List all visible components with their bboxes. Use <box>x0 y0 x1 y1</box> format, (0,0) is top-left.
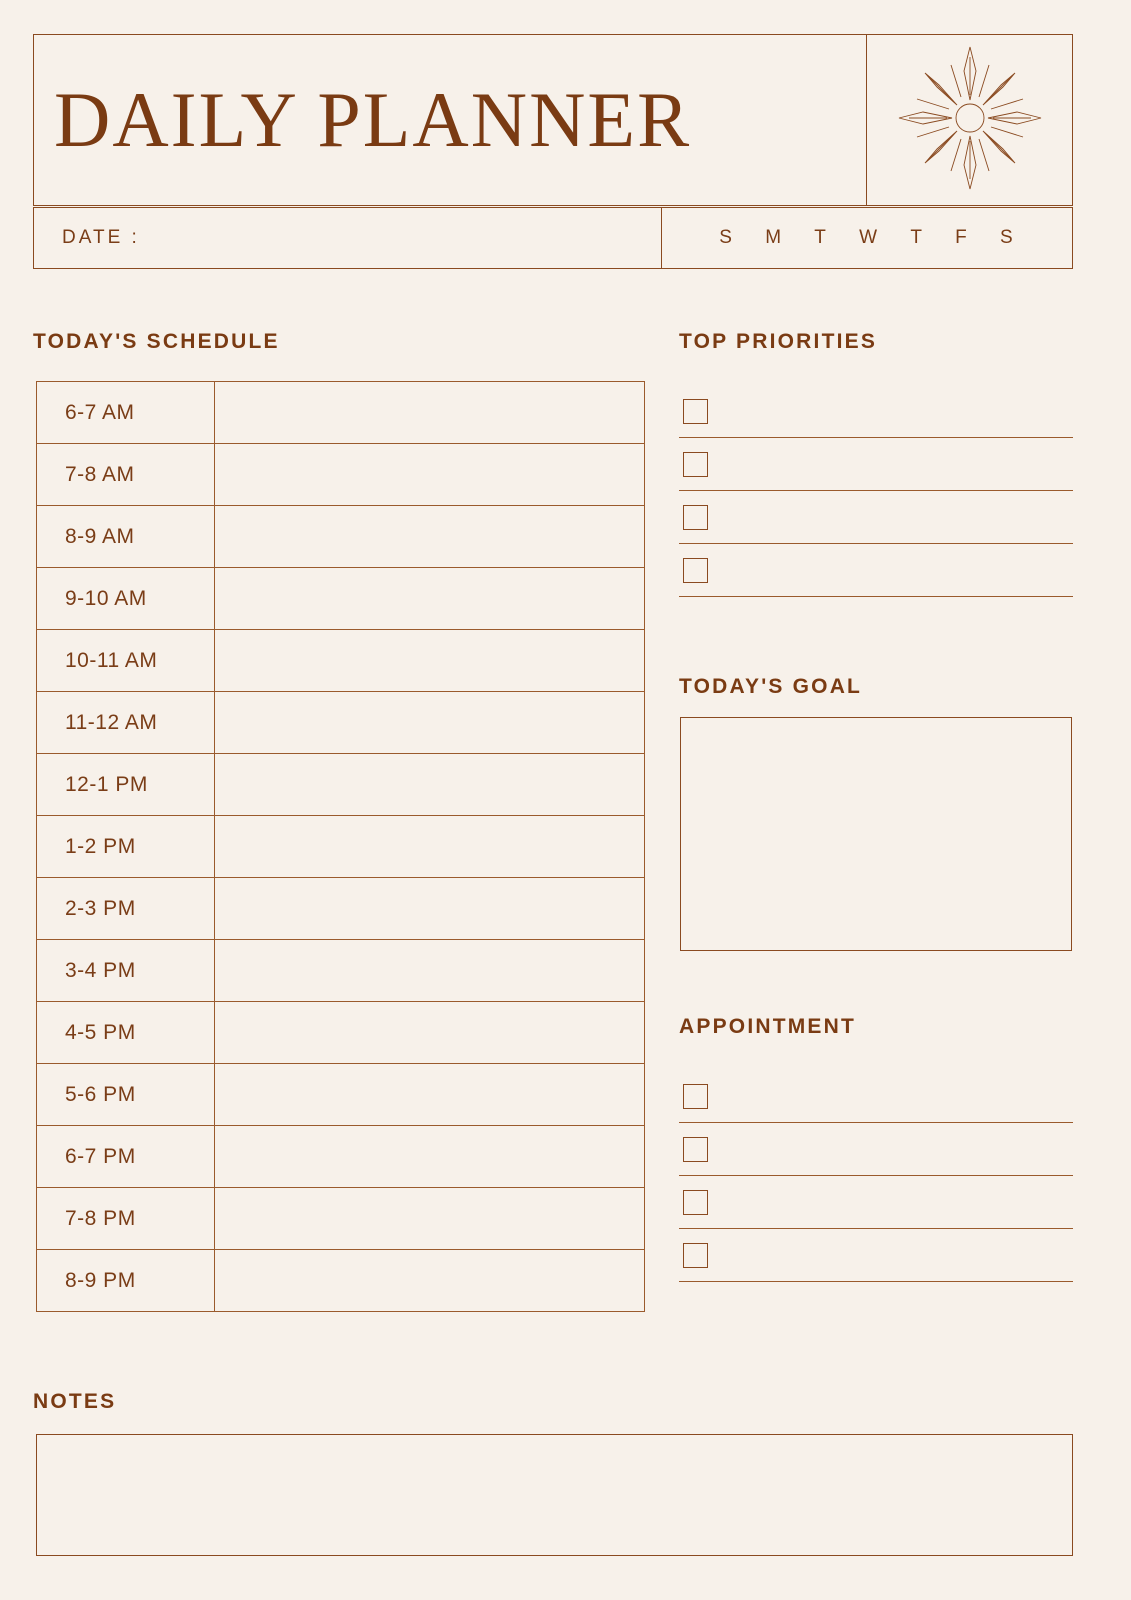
table-row <box>37 816 645 878</box>
schedule-table <box>36 381 645 1312</box>
weekday-wednesday[interactable]: W <box>859 227 880 248</box>
table-row <box>37 754 645 816</box>
list-item[interactable] <box>679 1070 1073 1123</box>
schedule-time-label: 10-11 AM <box>37 630 215 692</box>
schedule-entry-field[interactable] <box>215 816 645 878</box>
weekday-thursday[interactable]: T <box>910 227 924 248</box>
weekday-selector[interactable] <box>662 208 1072 268</box>
list-item[interactable] <box>679 1176 1073 1229</box>
header-logo-cell <box>867 35 1072 205</box>
schedule-time-label: 12-1 PM <box>37 754 215 816</box>
priorities-list <box>679 385 1073 597</box>
schedule-entry-field[interactable] <box>215 382 645 444</box>
schedule-entry-field[interactable] <box>215 878 645 940</box>
list-item[interactable] <box>679 1123 1073 1176</box>
appointment-list <box>679 1070 1073 1282</box>
schedule-time-label: 2-3 PM <box>37 878 215 940</box>
schedule-entry-field[interactable] <box>215 506 645 568</box>
schedule-time-label: 11-12 AM <box>37 692 215 754</box>
header <box>33 34 1073 206</box>
schedule-entry-field[interactable] <box>215 630 645 692</box>
schedule-entry-field[interactable] <box>215 1188 645 1250</box>
weekday-friday[interactable]: F <box>955 227 969 248</box>
schedule-entry-field[interactable] <box>215 1250 645 1312</box>
schedule-time-label: 3-4 PM <box>37 940 215 1002</box>
goal-heading: TODAY'S GOAL <box>679 675 863 698</box>
table-row <box>37 940 645 1002</box>
table-row <box>37 568 645 630</box>
schedule-time-label: 5-6 PM <box>37 1064 215 1126</box>
date-row <box>33 207 1073 269</box>
weekday-saturday[interactable]: S <box>1000 227 1015 248</box>
goal-textarea[interactable] <box>680 717 1072 951</box>
header-title-cell <box>34 35 867 205</box>
list-item[interactable] <box>679 438 1073 491</box>
schedule-entry-field[interactable] <box>215 754 645 816</box>
schedule-entry-field[interactable] <box>215 568 645 630</box>
schedule-time-label: 6-7 PM <box>37 1126 215 1188</box>
table-row <box>37 1002 645 1064</box>
date-label: DATE : <box>62 227 140 248</box>
weekday-tuesday[interactable]: T <box>814 227 828 248</box>
schedule-time-label: 9-10 AM <box>37 568 215 630</box>
schedule-time-label: 6-7 AM <box>37 382 215 444</box>
list-item[interactable] <box>679 491 1073 544</box>
schedule-time-label: 1-2 PM <box>37 816 215 878</box>
table-row <box>37 1064 645 1126</box>
list-item[interactable] <box>679 385 1073 438</box>
table-row <box>37 1250 645 1312</box>
schedule-heading: TODAY'S SCHEDULE <box>33 330 280 353</box>
table-row <box>37 878 645 940</box>
page-title: DAILY PLANNER <box>54 76 692 163</box>
schedule-entry-field[interactable] <box>215 1126 645 1188</box>
table-row <box>37 382 645 444</box>
schedule-entry-field[interactable] <box>215 444 645 506</box>
list-item[interactable] <box>679 544 1073 597</box>
table-row <box>37 630 645 692</box>
appointment-heading: APPOINTMENT <box>679 1015 857 1038</box>
schedule-time-label: 8-9 PM <box>37 1250 215 1312</box>
notes-textarea[interactable] <box>36 1434 1073 1556</box>
priorities-heading: TOP PRIORITIES <box>679 330 878 353</box>
checkbox-icon[interactable] <box>683 1243 708 1268</box>
notes-heading: NOTES <box>33 1390 117 1413</box>
checkbox-icon[interactable] <box>683 1190 708 1215</box>
checkbox-icon[interactable] <box>683 452 708 477</box>
checkbox-icon[interactable] <box>683 1137 708 1162</box>
checkbox-icon[interactable] <box>683 505 708 530</box>
date-field[interactable] <box>34 208 662 268</box>
schedule-entry-field[interactable] <box>215 940 645 1002</box>
sun-burst-icon <box>895 43 1045 198</box>
schedule-entry-field[interactable] <box>215 1002 645 1064</box>
schedule-time-label: 8-9 AM <box>37 506 215 568</box>
table-row <box>37 1126 645 1188</box>
schedule-entry-field[interactable] <box>215 692 645 754</box>
schedule-time-label: 7-8 PM <box>37 1188 215 1250</box>
schedule-time-label: 7-8 AM <box>37 444 215 506</box>
checkbox-icon[interactable] <box>683 399 708 424</box>
table-row <box>37 444 645 506</box>
weekday-sunday[interactable]: S <box>719 227 734 248</box>
table-row <box>37 506 645 568</box>
table-row <box>37 1188 645 1250</box>
checkbox-icon[interactable] <box>683 1084 708 1109</box>
checkbox-icon[interactable] <box>683 558 708 583</box>
table-row <box>37 692 645 754</box>
schedule-time-label: 4-5 PM <box>37 1002 215 1064</box>
schedule-entry-field[interactable] <box>215 1064 645 1126</box>
list-item[interactable] <box>679 1229 1073 1282</box>
weekday-monday[interactable]: M <box>765 227 784 248</box>
